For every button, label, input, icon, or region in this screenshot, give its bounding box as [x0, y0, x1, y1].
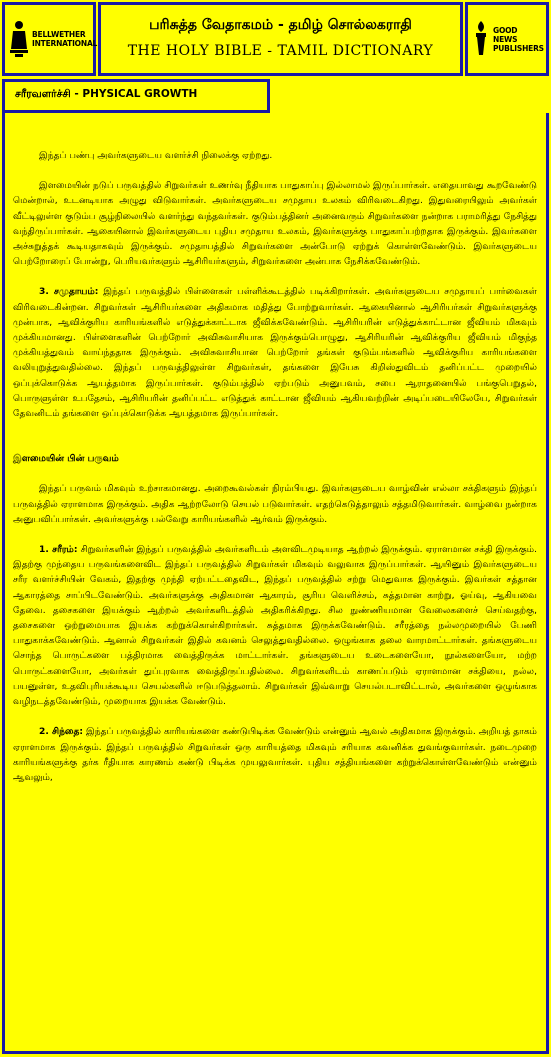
header-title-english: THE HOLY BIBLE - TAMIL DICTIONARY	[127, 43, 434, 59]
header-box	[98, 2, 463, 76]
paragraph-lead: 2. சிந்தை:	[39, 727, 84, 738]
section-title-box	[2, 79, 270, 113]
header-title-tamil: பரிசுத்த வேதாகமம் - தமிழ் சொல்லகராதி	[149, 17, 412, 33]
paragraph: இந்தப் பருவம் மிகவும் உற்சாகமானது. அறைகூவல்கள் நிரம்பியது. இவர்களுடைய வாழ்வின் எல்லா சக்திகளும் இந்தப் பருவத்தில் ஏராளமாக இருக்கும். அதிக ஆற்றலோடு செயல் படுவார்கள். எதற்கெடுத்தாலும் சத்தமிடுவார்கள். வாழ்வை நன்றாக அனுபவிப்பார்கள். அவர்களுக்கு பல்வேறு காரியங்களில் ஆர்வம் இருக்கும்.	[13, 484, 537, 525]
paragraph: இந்தப் பருவத்தில் பிள்ளைகள் பள்ளிக்கூடத்தில் படிக்கிறார்கள். அவர்களுடைய சமுதாயப் பார்வைகள் விரிவடைகின்றன. சிறுவர்கள் ஆசிரியர்களை அதிகமாக மதித்து போற்றுவார்கள். ஆகையினால் ஆசிரியர்கள் சிறுவர்களுக்கு முன்பாக, ஆவிக்குரிய காரியங்களில் எடுத்துக்காட்டாக ஜீவிக்கவேண்டும். ஆசிரியரின் எடுத்துக்காட்டான ஜீவியம் மிகவும் முக்கியமானது. பிள்ளைகளின் பெற்றோர் அவிசுவாசியாக இருக்கும்பொழுது, ஆசிரியரின் ஆவிக்குரிய ஜீவியம் மிகுந்த முக்கியத்துவம் வாய்ந்ததாக இருக்கும். அவிசுவாசியான பெற்றோர் தங்கள் குடும்பங்களில் ஆவிக்குரிய காரியங்களை வலியுறுத்துவதில்லை. இந்தப் பருவத்திலுள்ள சிறுவர்கள், தங்களை இயேசு கிறிஸ்துவிடம் தனிப்பட்ட முறையில் ஒப்புக்கொடுக்க ஆயத்தமாக இருப்பார்கள். குடும்பத்தில் ஏற்படும் அனுபவம், சபை ஆராதனையில் பங்குபெறுதல், பொருளுள்ள உபதேசம், ஆசிரியரின் தனிப்பட்ட எடுத்துக் காட்டான ஜீவியம் ஆகியவற்றின் அடிப்படையிலேயே, சிறுவர்கள் தேவனிடம் தங்களை ஒப்புக்கொடுக்க ஆயத்தமாக இருப்பார்கள்.	[13, 287, 538, 420]
paragraph-lead: 3. சமுதாயம்:	[39, 287, 99, 298]
bellwether-logo	[5, 5, 98, 73]
torch-icon	[472, 19, 490, 59]
subheading: இளமையின் பின் பருவம்	[13, 454, 119, 465]
paragraph: இந்தப் பருவத்தில் காரியங்களை கண்டுபிடிக்க வேண்டும் என்னும் ஆவல் அதிகமாக இருக்கும். அறியத் தாகம் ஏராளமாக இருக்கும். இந்தப் பருவத்தில் சிறுவர்கள் ஒரு காரியத்தை மிகவும் சரியாக கவனிக்க துவங்குவார்கள். நடைமுறை காரியங்களுக்கு தர்க ரீதியாக காரணம் கண்டு பிடிக்க முயலுவார்கள். புதிய சத்தியங்களை கற்றுக்கொள்ளவேண்டும் என்னும் ஆவலும்,	[13, 727, 537, 783]
good-news-logo	[468, 5, 546, 73]
paragraph: இளமையின் நடுப் பருவத்தில் சிறுவர்கள் உணர்வு நீதியாக பாதுகாப்பு இல்லாமல் இருப்பார்கள். எதையாவது கூறவேண்டு மென்றால், உடனடியாக அழுது விடுவார்கள். அவர்களுடைய சமுதாய உலகம் விரிவடைகிறது. இதுவரையிலும் அவர்கள் வீட்டிலுள்ள குடும்ப சூழ்நிலையில் வளர்ந்து வந்தவர்கள். குடும்பத்தினர் அனைவரும் சிறுவர்களை நன்றாக பராமரித்து நேசித்து வந்திருப்பார்கள். ஆகையினால் இவர்களுடைய புதிய சமுதாய உலகம், இவர்களுக்கு பாதுகாப்பற்றதாக இருக்கும். இவர்களை அச்சுறுத்தக் கூடியதாகவும் இருக்கும். சமுதாயத்தில் சிறுவர்களை அன்போடு ஏற்றுக் கொள்ளவேண்டும். இவர்களுடைய பெற்றோரைப் போன்று, பெரியவர்களும் ஆசிரியர்களும், சிறுவர்களை அன்பாக நேசிக்கவேண்டும்.	[13, 181, 537, 268]
paragraph-lead: 1. சரீரம்:	[39, 545, 78, 556]
content-box	[2, 113, 549, 1054]
paragraph: சிறுவர்களின் இந்தப் பருவத்தில் அவர்களிடம் அளவிடமுடியாத ஆற்றல் இருக்கும். ஏராளமான சக்தி இருக்கும். இதற்கு முந்தைய பருவங்களைவிட இந்தப் பருவத்தில் சிறுவர்கள் மிகவும் வலுவாக இருப்பார்கள். ஆயினும் இவர்களுடைய சரீர வளர்ச்சியின் வேகம், இதற்கு முந்தி ஏற்பட்டதைவிட, இந்தப் பருவத்தில் சற்று மெதுவாக இருக்கும். இவர்கள் சத்தான ஆகாரத்தை சாப்பிடவேண்டும். அவர்களுக்கு அதிகமான ஆகாரம், சூரிய வெளிச்சம், சுத்தமான காற்று, ஓய்வு, ஆகியவை தேவை. தசைகளை இயக்கும் ஆற்றல் அவர்களிடத்தில் அதிகரிக்கிறது. சில நுண்ணியமான வேலைகளைச் செய்வதற்கு, தசைகளை ஒற்றுமையாக இயக்க கற்றுக்கொள்கிறார்கள். சுத்தமாக இருக்கவேண்டும். சரீரத்தை நல்லமுறையில் பேணி பாதுகாக்கவேண்டும். ஆனால் சிறுவர்கள் இதில் கவனம் செலுத்துவதில்லை. ஒழுங்காக தலை வாரமாட்டார்கள். தங்களுடைய சொந்த பொருட்களை பத்திரமாக வைத்திருக்க மாட்டார்கள். தங்களுடைய உடைகளையோ, நூல்களையோ, மற்ற பொருட்களையோ, அவர்கள் துப்புரவாக வைத்திருப்பதில்லை. சிறுவர்களிடம் காணப்படும் ஏராளமான சக்தியை, நல்ல, பயனுள்ள, உதவிபுரியக்கூடிய செயல்களில் ஈடுபடுத்தலாம். சிறுவர்கள் இவ்வாறு செயல்படாவிட்டால், அவர்களை ஒழுங்காக வழிநடத்தவேண்டும், முறையாக இயக்க வேண்டும்.	[13, 545, 537, 708]
article-body	[13, 149, 537, 786]
good-news-logo-text: GOOD NEWS PUBLISHERS	[493, 25, 544, 53]
bell-icon	[9, 19, 29, 59]
logo-left-box	[2, 2, 96, 76]
logo-right-box	[465, 2, 549, 76]
section-title: சரீரவளர்ச்சி - PHYSICAL GROWTH	[15, 88, 198, 100]
bellwether-logo-text: BELLWETHER INTERNATIONAL	[32, 30, 98, 48]
paragraph: இந்தப் பண்பு அவர்களுடைய வளர்ச்சி நிலைக்கு ஏற்றது.	[39, 151, 273, 161]
